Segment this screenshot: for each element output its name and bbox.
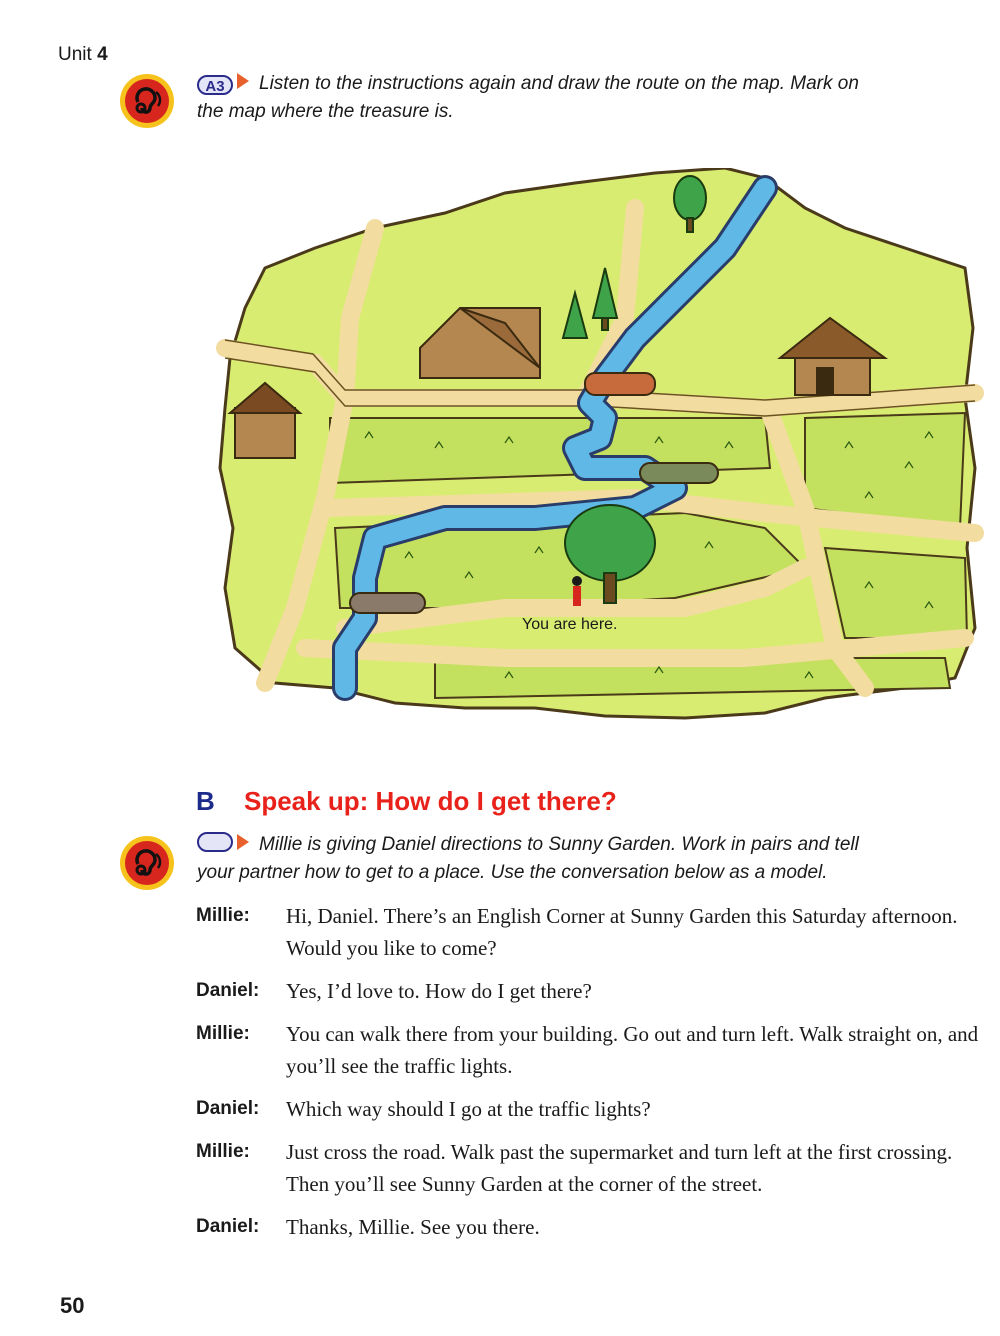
play-arrow-icon[interactable]	[237, 834, 249, 850]
unit-number: 4	[97, 44, 108, 65]
dialogue-line	[196, 1093, 986, 1125]
speaker-name: Millie:	[196, 1023, 250, 1044]
track-badge-a3[interactable]: A3	[197, 75, 233, 95]
b-instruction-line2: your partner how to get to a place. Use the conversation below as a model.	[197, 862, 828, 883]
ear-icon	[118, 834, 176, 892]
b-instruction-line1: Millie is giving Daniel directions to Sunny Garden. Work in pairs and tell	[259, 834, 859, 855]
dialogue	[196, 900, 986, 1254]
speech-text: Which way should I go at the traffic lights?	[286, 1097, 651, 1121]
unit-word: Unit	[58, 44, 92, 65]
a3-instruction-line1: Listen to the instructions again and draw the route on the map. Mark on	[259, 73, 859, 94]
treasure-map	[205, 168, 985, 728]
a3-instruction	[197, 70, 967, 126]
section-title: Speak up: How do I get there?	[244, 786, 617, 816]
section-letter: B	[196, 786, 215, 816]
speaker-name: Millie:	[196, 1141, 250, 1162]
speech-text: Thanks, Millie. See you there.	[286, 1215, 540, 1239]
speaker-name: Daniel:	[196, 980, 260, 1001]
dialogue-line	[196, 1018, 986, 1082]
unit-label	[58, 44, 108, 66]
b-instruction	[197, 831, 972, 887]
track-badge-b[interactable]	[197, 832, 233, 852]
dialogue-line	[196, 975, 986, 1007]
speech-text: Just cross the road. Walk past the supermarket and turn left at the first crossing. Then you’ll see Sunny Garden at the corner of the street.	[286, 1140, 953, 1196]
dialogue-line	[196, 1136, 986, 1200]
speaker-name: Daniel:	[196, 1216, 260, 1237]
you-are-here-label: You are here.	[522, 616, 618, 633]
ear-icon	[118, 72, 176, 130]
speech-text: You can walk there from your building. Go out and turn left. Walk straight on, and you’ll see the traffic lights.	[286, 1022, 979, 1078]
speech-text: Yes, I’d love to. How do I get there?	[286, 979, 592, 1003]
dialogue-line	[196, 900, 986, 964]
speech-text: Hi, Daniel. There’s an English Corner at Sunny Garden this Saturday afternoon. Would you like to come?	[286, 904, 958, 960]
play-arrow-icon[interactable]	[237, 73, 249, 89]
a3-instruction-line2: the map where the treasure is.	[197, 101, 454, 122]
speaker-name: Daniel:	[196, 1098, 260, 1119]
dialogue-line	[196, 1211, 986, 1243]
page-number: 50	[60, 1293, 85, 1318]
speaker-name: Millie:	[196, 905, 250, 926]
